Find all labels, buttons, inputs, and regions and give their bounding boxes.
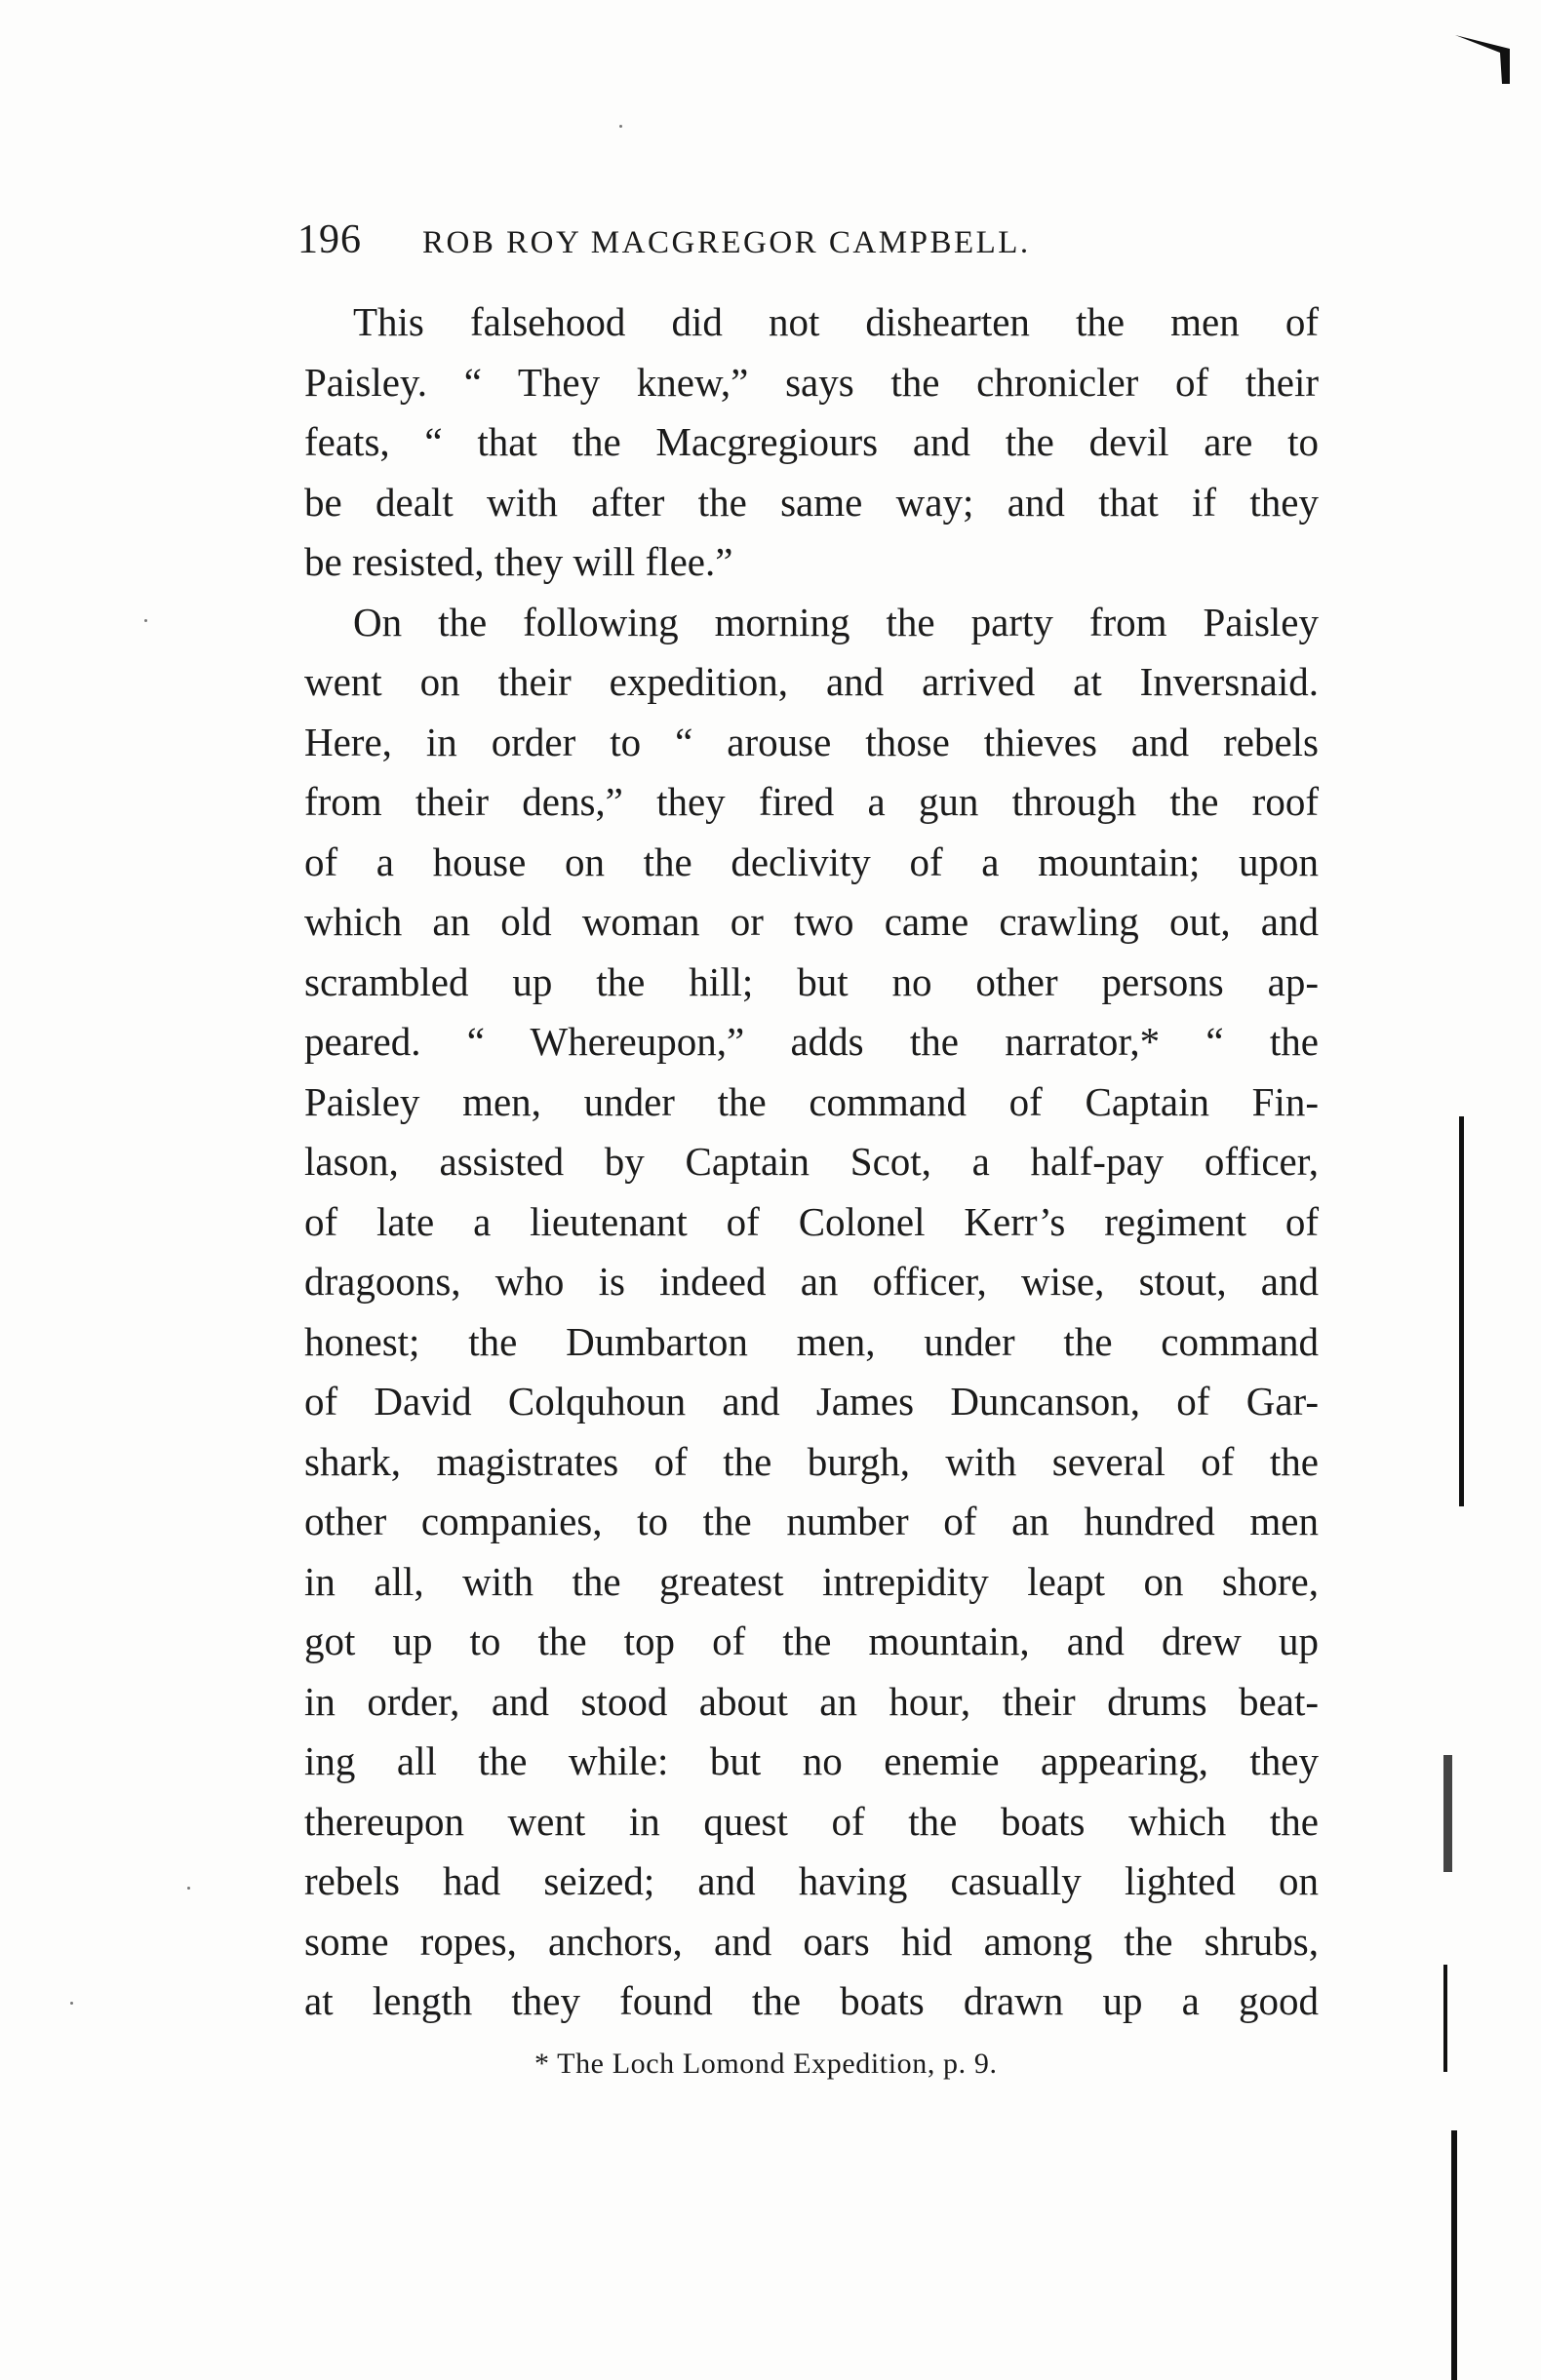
text-line: dragoons, who is indeed an officer, wise, stout, and: [304, 1259, 1319, 1304]
scan-edge-mark: [1443, 1755, 1452, 1872]
text-line: scrambled up the hill; but no other persons ap-: [304, 958, 1319, 1004]
text-line: some ropes, anchors, and oars hid among the shrubs,: [304, 1918, 1319, 1964]
text-line: This falsehood did not dishearten the men of: [353, 299, 1319, 344]
scan-speck: [70, 2002, 73, 2005]
text-line: ing all the while: but no enemie appearing, they: [304, 1738, 1319, 1783]
page-corner-mark: [1453, 27, 1512, 86]
footnote: * The Loch Lomond Expedition, p. 9.: [534, 2048, 998, 2080]
text-line: peared. “ Whereupon,” adds the narrator,* “ the: [304, 1019, 1319, 1064]
scan-edge-mark: [1459, 1116, 1464, 1506]
text-line: other companies, to the number of an hundred men: [304, 1499, 1319, 1543]
text-line: be resisted, they will flee.”: [304, 539, 733, 584]
text-line: in all, with the greatest intrepidity leapt on shore,: [304, 1558, 1319, 1604]
scan-speck: [619, 125, 622, 128]
page-number: 196: [297, 217, 362, 262]
text-line: of David Colquhoun and James Duncanson, of Gar-: [304, 1379, 1319, 1424]
text-line: went on their expedition, and arrived at Inversnaid.: [304, 659, 1319, 704]
text-line: which an old woman or two came crawling out, and: [304, 899, 1319, 944]
page-header: [297, 216, 1322, 275]
text-line: Here, in order to “ arouse those thieves and rebels: [304, 719, 1319, 764]
scan-edge-mark: [1451, 2130, 1457, 2380]
text-line: honest; the Dumbarton men, under the command: [304, 1318, 1319, 1364]
text-line: thereupon went in quest of the boats which the: [304, 1798, 1319, 1844]
scan-speck: [187, 1887, 190, 1890]
scan-speck: [144, 619, 147, 622]
text-line: On the following morning the party from Paisley: [353, 599, 1319, 644]
text-line: in order, and stood about an hour, their drums beat-: [304, 1678, 1319, 1724]
body-text: [304, 293, 1319, 2032]
text-line: feats, “ that the Macgregiours and the devil are to: [304, 419, 1319, 464]
scan-edge-mark: [1443, 1965, 1447, 2072]
text-line: from their dens,” they fired a gun through the roof: [304, 779, 1319, 824]
running-title: ROB ROY MACGREGOR CAMPBELL.: [422, 225, 1031, 260]
text-line: Paisley men, under the command of Captain Fin-: [304, 1078, 1319, 1124]
text-line: at length they found the boats drawn up a good: [304, 1978, 1319, 2023]
text-line: of late a lieutenant of Colonel Kerr’s regiment of: [304, 1198, 1319, 1244]
text-line: of a house on the declivity of a mountain; upon: [304, 839, 1319, 884]
text-line: be dealt with after the same way; and that if they: [304, 479, 1319, 525]
text-line: got up to the top of the mountain, and drew up: [304, 1619, 1319, 1663]
text-line: Paisley. “ They knew,” says the chronicler of their: [304, 359, 1319, 405]
text-line: shark, magistrates of the burgh, with several of the: [304, 1438, 1319, 1484]
text-line: lason, assisted by Captain Scot, a half-pay officer,: [304, 1139, 1319, 1184]
text-line: rebels had seized; and having casually lighted on: [304, 1858, 1319, 1903]
